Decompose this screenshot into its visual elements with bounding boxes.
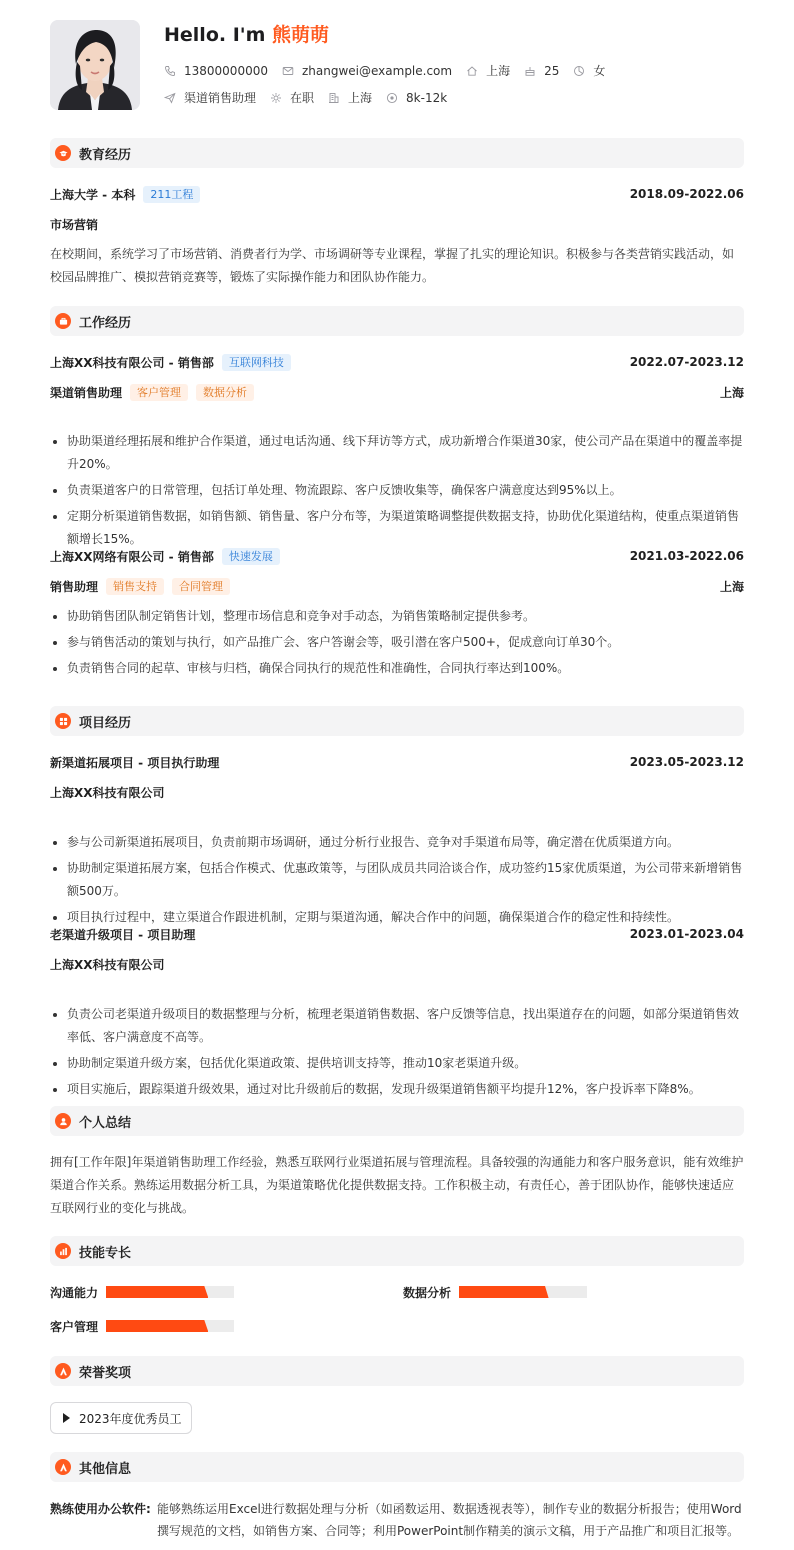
- play-triangle-icon: [63, 1413, 70, 1423]
- project-company: 上海XX科技有限公司: [50, 957, 165, 972]
- skill-bar-fill: [106, 1320, 208, 1332]
- skill-name: 沟通能力: [50, 1285, 99, 1300]
- section-title: 工作经历: [79, 315, 132, 331]
- skill-bar: [106, 1286, 234, 1298]
- list-item: 定期分析渠道销售数据，如销售额、销售量、客户分布等，为渠道策略调整提供数据支持，协助优化渠道结构，使重点渠道销售额增长15%。: [50, 505, 744, 551]
- major-name: 市场营销: [50, 217, 99, 232]
- work-role-row: [50, 576, 744, 596]
- greeting-prefix: Hello. I'm: [164, 24, 272, 46]
- work-period: 2022.07-2023.12: [629, 355, 744, 369]
- bar-chart-icon: [55, 1243, 71, 1259]
- person-icon: [573, 65, 585, 77]
- project-period: 2023.05-2023.12: [629, 755, 744, 769]
- skill-item: [50, 1318, 234, 1334]
- list-item: 负责公司老渠道升级项目的数据整理与分析，梳理老渠道销售数据、客户反馈等信息，找出渠道存在的问题，如部分渠道销售效率低、客户满意度不高等。: [50, 1003, 744, 1049]
- other-info-row: [50, 1498, 744, 1542]
- skills-section-header: [50, 1236, 744, 1266]
- education-period: 2018.09-2022.06: [629, 187, 744, 201]
- list-item: 负责渠道客户的日常管理，包括订单处理、物流跟踪、客户反馈收集等，确保客户满意度达到95%以上。: [50, 479, 744, 502]
- list-item: 协助制定渠道升级方案，包括优化渠道政策、提供培训支持等，推动10家老渠道升级。: [50, 1052, 744, 1075]
- education-section-header: [50, 138, 744, 168]
- user-icon: [55, 1113, 71, 1129]
- skill-bar-fill: [106, 1286, 208, 1298]
- section-title: 荣誉奖项: [79, 1365, 132, 1381]
- summary-section-header: [50, 1106, 744, 1136]
- contact-info-row: [164, 62, 619, 79]
- awards-section-header: [50, 1356, 744, 1386]
- work-bullets: [50, 605, 744, 683]
- phone-item: [164, 64, 268, 78]
- graduation-cap-icon: [55, 145, 71, 161]
- company-name: 上海XX网络有限公司 - 销售部: [50, 549, 214, 564]
- phone-icon: [164, 65, 176, 77]
- other-info-text: 能够熟练运用Excel进行数据处理与分析（如函数运用、数据透视表等），制作专业的数据分析报告；使用Word撰写规范的文档，如销售方案、合同等；利用PowerPoint制作精美的演示文稿，用于产品推广和项目汇报等。: [157, 1502, 742, 1538]
- work-company-row: [50, 352, 744, 372]
- job-target-item: [164, 89, 256, 106]
- greeting-heading: [164, 20, 329, 46]
- mail-icon: [282, 65, 294, 77]
- award-icon: [55, 1363, 71, 1379]
- projects-section-header: [50, 706, 744, 736]
- send-icon: [164, 92, 176, 104]
- coin-icon: [386, 92, 398, 104]
- target-city-value: 上海: [348, 91, 373, 105]
- other-section-header: [50, 1452, 744, 1482]
- candidate-name: 熊萌萌: [272, 24, 330, 46]
- skill-name: 数据分析: [403, 1285, 452, 1300]
- section-title: 技能专长: [79, 1245, 132, 1261]
- section-title: 个人总结: [79, 1115, 132, 1131]
- section-title: 其他信息: [79, 1461, 132, 1477]
- other-info-label: 熟练使用办公软件:: [50, 1502, 151, 1516]
- role-skill-tag: 合同管理: [172, 578, 230, 595]
- project-bullets: [50, 1003, 744, 1104]
- profile-header: [50, 20, 744, 110]
- work-section-header: [50, 306, 744, 336]
- gear-icon: [270, 92, 282, 104]
- role-skill-tag: 数据分析: [196, 384, 254, 401]
- list-item: 项目实施后，跟踪渠道升级效果，通过对比升级前后的数据，发现升级渠道销售额平均提升12%，客户投诉率下降8%。: [50, 1078, 744, 1101]
- section-title: 项目经历: [79, 715, 132, 731]
- skill-item: [403, 1284, 587, 1300]
- project-bullets: [50, 831, 744, 932]
- city-value: 上海: [486, 64, 511, 78]
- avatar: [50, 20, 140, 110]
- status-item: [270, 89, 314, 106]
- skill-name: 客户管理: [50, 1319, 99, 1334]
- resume-page: [50, 20, 744, 1538]
- role-name: 销售助理: [50, 579, 99, 594]
- letter-a-icon: [55, 1459, 71, 1475]
- skill-bar: [459, 1286, 587, 1298]
- email-item: [282, 64, 452, 78]
- list-item: 项目执行过程中，建立渠道合作跟进机制，定期与渠道沟通，解决合作中的问题，确保渠道合作的稳定性和持续性。: [50, 906, 744, 929]
- education-description: 在校期间，系统学习了市场营销、消费者行为学、市场调研等专业课程，掌握了扎实的理论知识。积极参与各类营销实践活动，如校园品牌推广、模拟营销竞赛等，锻炼了实际操作能力和团队协作能力。: [50, 247, 735, 284]
- cake-icon: [524, 65, 536, 77]
- list-item: 协助销售团队制定销售计划，整理市场信息和竞争对手动态，为销售策略制定提供参考。: [50, 605, 744, 628]
- role-skill-tag: 客户管理: [130, 384, 188, 401]
- education-major-row: [50, 214, 744, 234]
- work-location: 上海: [719, 385, 744, 400]
- list-item: 负责销售合同的起草、审核与归档，确保合同执行的规范性和准确性，合同执行率达到100%。: [50, 657, 744, 680]
- target-city-item: [328, 89, 372, 106]
- work-location: 上海: [719, 579, 744, 594]
- job-info-row: [164, 89, 461, 106]
- list-item: 协助制定渠道拓展方案，包括合作模式、优惠政策等，与团队成员共同洽谈合作，成功签约15家优质渠道，为公司带来新增销售额500万。: [50, 857, 744, 903]
- list-item: 参与销售活动的策划与执行，如产品推广会、客户答谢会等，吸引潜在客户500+，促成意向订单30个。: [50, 631, 744, 654]
- job-target-value: 渠道销售助理: [184, 91, 257, 105]
- home-icon: [466, 65, 478, 77]
- project-company-row: [50, 954, 744, 974]
- city-item: [466, 62, 510, 79]
- school-name: 上海大学 - 本科: [50, 187, 136, 202]
- gender-value: 女: [593, 64, 606, 78]
- phone-value: 13800000000: [184, 63, 268, 78]
- project-name-row: [50, 924, 744, 944]
- project-name: 老渠道升级项目 - 项目助理: [50, 927, 196, 942]
- project-name-row: [50, 752, 744, 772]
- company-name: 上海XX科技有限公司 - 销售部: [50, 355, 214, 370]
- project-period: 2023.01-2023.04: [629, 927, 744, 941]
- skill-bar-fill: [459, 1286, 549, 1298]
- education-school-row: [50, 184, 744, 204]
- role-name: 渠道销售助理: [50, 385, 123, 400]
- award-label: 2023年度优秀员工: [79, 1411, 182, 1426]
- summary-text: 拥有[工作年限]年渠道销售助理工作经验，熟悉互联网行业渠道拓展与管理流程。具备较强的沟通能力和客户服务意识，能有效维护渠道合作关系。熟练运用数据分析工具，为渠道策略优化提供数据支持。工作积极主动，有责任心，善于团队协作，能够快速适应互联网行业的变化与挑战。: [50, 1155, 744, 1215]
- age-value: 25: [544, 63, 560, 78]
- project-name: 新渠道拓展项目 - 项目执行助理: [50, 755, 220, 770]
- age-item: [524, 64, 559, 78]
- work-company-row: [50, 546, 744, 566]
- skill-bar: [106, 1320, 234, 1332]
- company-tag: 互联网科技: [222, 354, 291, 371]
- grid-icon: [55, 713, 71, 729]
- work-role-row: [50, 382, 744, 402]
- section-title: 教育经历: [79, 147, 132, 163]
- salary-item: [386, 91, 447, 105]
- role-skill-tag: 销售支持: [106, 578, 164, 595]
- building-icon: [328, 92, 340, 104]
- skill-item: [50, 1284, 234, 1300]
- salary-value: 8k-12k: [406, 90, 448, 105]
- work-bullets: [50, 430, 744, 554]
- briefcase-icon: [55, 313, 71, 329]
- gender-item: [573, 62, 605, 79]
- project-company-row: [50, 782, 744, 802]
- school-tag: 211工程: [143, 186, 200, 203]
- project-company: 上海XX科技有限公司: [50, 785, 165, 800]
- email-value: zhangwei@example.com: [301, 63, 453, 78]
- list-item: 协助渠道经理拓展和维护合作渠道，通过电话沟通、线下拜访等方式，成功新增合作渠道30家，使公司产品在渠道中的覆盖率提升20%。: [50, 430, 744, 476]
- status-value: 在职: [290, 91, 315, 105]
- award-item[interactable]: [50, 1402, 192, 1434]
- company-tag: 快速发展: [222, 548, 280, 565]
- list-item: 参与公司新渠道拓展项目，负责前期市场调研，通过分析行业报告、竞争对手渠道布局等，确定潜在优质渠道方向。: [50, 831, 744, 854]
- work-period: 2021.03-2022.06: [629, 549, 744, 563]
